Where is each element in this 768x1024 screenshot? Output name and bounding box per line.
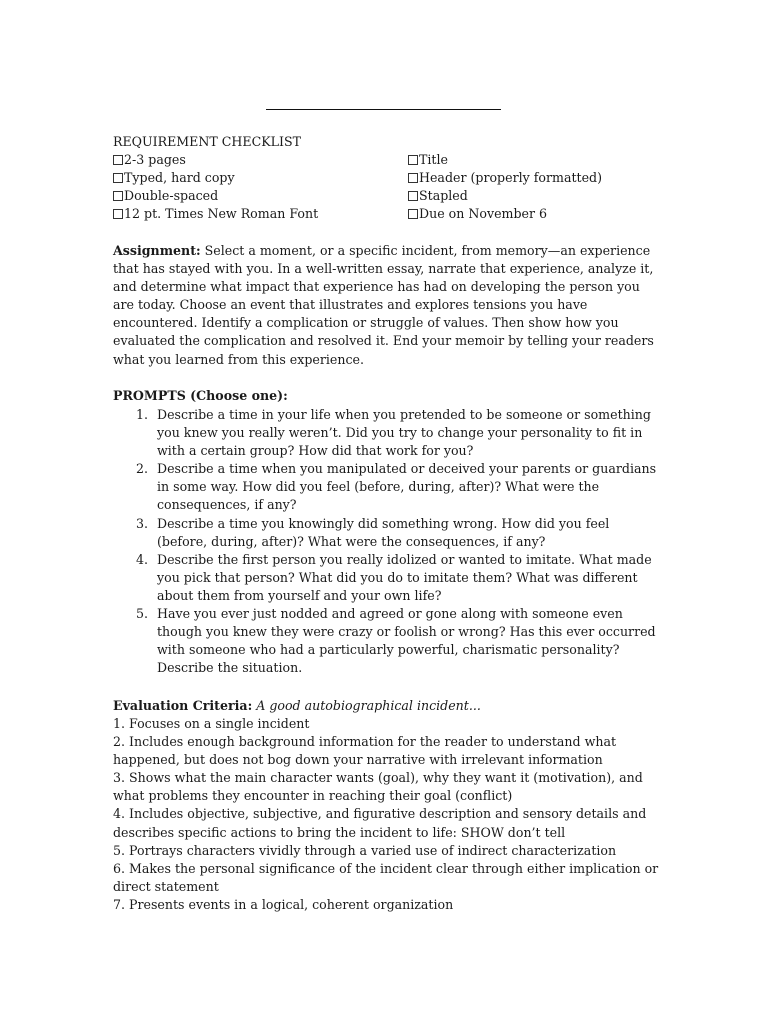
prompt-text: Describe a time you knowingly did something wrong. How did you feel (before, during, after)? What were the consequences, if any? — [157, 515, 610, 549]
checklist-item-label: Title — [419, 152, 448, 167]
checkbox-icon — [408, 191, 418, 201]
checklist-item-label: Double-spaced — [124, 188, 219, 204]
checkbox-icon — [113, 209, 123, 219]
evaluation-heading — [113, 697, 481, 715]
checklist-item — [113, 205, 318, 223]
criteria-item: 3. Shows what the main character wants (goal), why they want it (motivation), and what problems they encounter in reaching their goal (conflict) — [113, 770, 643, 804]
checklist-heading: REQUIREMENT CHECKLIST — [113, 134, 301, 149]
checklist-item — [113, 187, 318, 205]
title-blank-line — [266, 109, 501, 110]
checklist-item — [408, 205, 602, 223]
prompt-number: 3. — [136, 515, 149, 531]
prompt-item — [113, 406, 658, 460]
prompt-item — [113, 605, 658, 677]
prompts-heading: PROMPTS (Choose one): — [113, 388, 288, 403]
checklist-item — [113, 151, 318, 169]
assignment-label: Assignment: — [113, 243, 201, 258]
prompt-text: Describe a time in your life when you pretended to be someone or something you knew you really weren’t. Did you try to change your personality to fit in with a certain group? How did that work for you? — [157, 407, 651, 459]
checkbox-icon — [113, 173, 123, 183]
prompt-item — [113, 515, 658, 551]
checkbox-icon — [408, 155, 418, 165]
checklist-item-label: Header (properly formatted) — [419, 170, 603, 186]
checkbox-icon — [408, 209, 418, 219]
criteria-item: 1. Focuses on a single incident — [113, 716, 310, 731]
assignment-text: Select a moment, or a specific incident, from memory—an experience that has stayed with you. In a well-written essay, narrate that experience, analyze it, and determine what impact that experience has had on developing the person you are today. Choose an event that illustrates and explores tensions you have encountered. Identify a complication or struggle of values. Then show how you evaluated the complication and resolved it. End your memoir by telling your readers what you learned from this experience. — [113, 243, 654, 367]
checklist-right-column — [408, 151, 602, 223]
prompt-number: 2. — [136, 461, 149, 477]
prompt-item — [113, 551, 658, 605]
assignment-paragraph — [113, 242, 658, 369]
checklist-item — [408, 151, 602, 169]
checklist-item-label: 12 pt. Times New Roman Font — [124, 206, 319, 222]
checkbox-icon — [113, 191, 123, 201]
prompt-number: 5. — [136, 606, 149, 622]
checklist-item — [408, 187, 602, 205]
prompts-list — [113, 406, 658, 677]
checklist-item-label: Due on November 6 — [419, 206, 548, 222]
checklist-item-label: Stapled — [419, 188, 468, 204]
criteria-item: 5. Portrays characters vividly through a varied use of indirect characterization — [113, 842, 617, 858]
criteria-item: 6. Makes the personal significance of the incident clear through either implication or direct statement — [113, 860, 659, 894]
checkbox-icon — [113, 155, 123, 165]
checklist-item — [408, 169, 602, 187]
checklist-item — [113, 169, 318, 187]
checklist-item-label: 2-3 pages — [124, 152, 186, 167]
criteria-item: 4. Includes objective, subjective, and figurative description and sensory details and describes specific actions to bring the incident to life: SHOW don’t tell — [113, 806, 647, 840]
prompt-text: Describe a time when you manipulated or deceived your parents or guardians in some way. How did you feel (before, during, after)? What were the consequences, if any? — [157, 461, 657, 513]
prompt-number: 1. — [136, 407, 149, 422]
checkbox-icon — [408, 173, 418, 183]
checklist-item-label: Typed, hard copy — [124, 170, 235, 186]
criteria-item: 2. Includes enough background information for the reader to understand what happened, but does not bog down your narrative with irrelevant information — [113, 734, 617, 768]
criteria-item: 7. Presents events in a logical, coherent organization — [113, 896, 454, 912]
prompt-number: 4. — [136, 551, 149, 567]
prompt-text: Describe the first person you really idolized or wanted to imitate. What made you pick that person? What did you do to imitate them? What was different about them from yourself and your own life? — [157, 551, 652, 603]
prompt-text: Have you ever just nodded and agreed or gone along with someone even though you knew they were crazy or foolish or wrong? Has this ever occurred with someone who had a particularly powerful, charismatic personality? Describe the situation. — [157, 606, 656, 676]
checklist-left-column — [113, 151, 318, 223]
evaluation-label: Evaluation Criteria: — [113, 698, 253, 713]
prompt-item — [113, 460, 658, 514]
evaluation-subtitle: A good autobiographical incident... — [256, 698, 481, 713]
evaluation-criteria-list — [113, 715, 663, 914]
